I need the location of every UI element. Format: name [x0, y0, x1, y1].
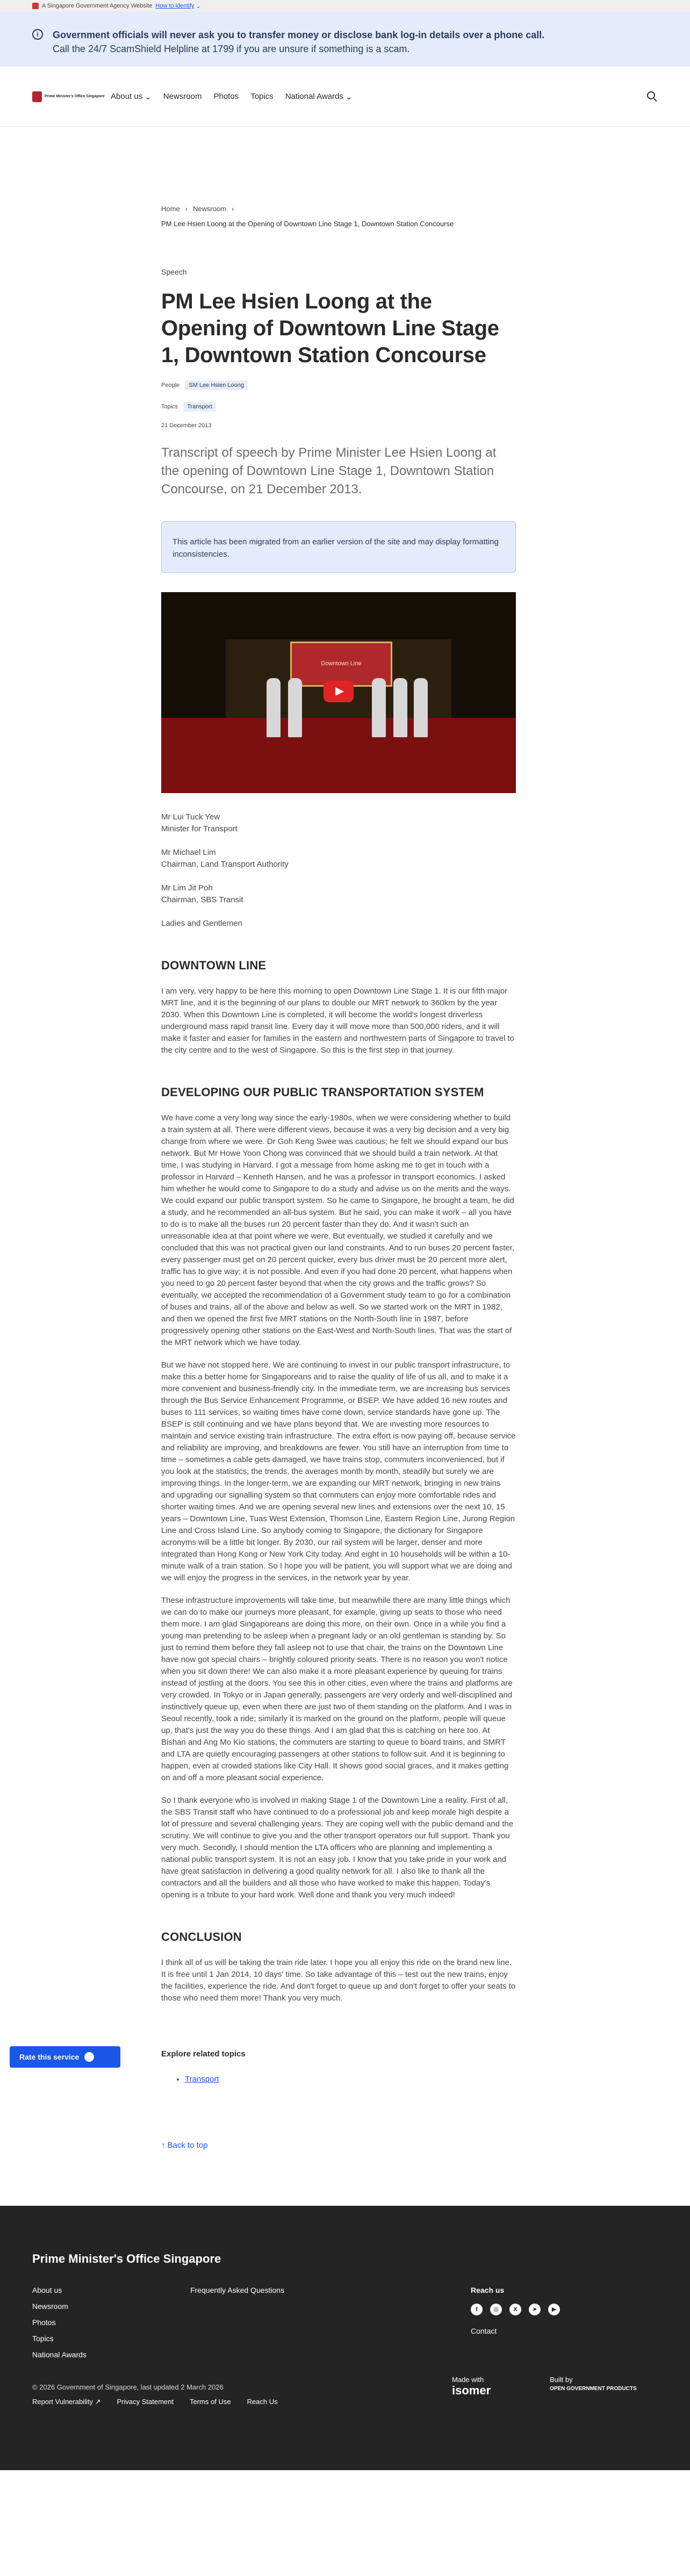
- video-person: [372, 678, 386, 737]
- article-date: 21 December 2013: [161, 422, 212, 429]
- social-links: [471, 2304, 560, 2315]
- nav-about-us[interactable]: About us ⌄: [111, 92, 152, 102]
- footer-reach-us: [471, 2282, 560, 2363]
- notification-line-2: Call the 24/7 ScamShield Helpline at 1799 if you are unsure if something is a scam.: [53, 44, 410, 54]
- masthead: [0, 0, 690, 12]
- article-summary: Transcript of speech by Prime Minister Lee Hsien Loong at the opening of Downtown Line Stage 1, Downtown Station Concourse, on 21 December 2013.: [161, 445, 497, 497]
- chevron-right-icon: ›: [232, 205, 234, 213]
- video-person: [288, 678, 302, 737]
- arrow-up-icon: ↑: [161, 2141, 166, 2150]
- search-icon[interactable]: [647, 91, 658, 102]
- salutation-name: Mr Michael Lim: [161, 848, 216, 857]
- rate-service-button[interactable]: [10, 2046, 120, 2068]
- navbar: [0, 67, 690, 127]
- people-row: [161, 380, 516, 390]
- topics-tag[interactable]: Transport: [183, 402, 216, 412]
- heading-developing: DEVELOPING OUR PUBLIC TRANSPORTATION SYSTEM: [161, 1085, 484, 1099]
- footer-link-photos[interactable]: Photos: [32, 2318, 56, 2327]
- chat-bubble-icon: [84, 2052, 94, 2062]
- related-topic-item: [185, 2075, 516, 2084]
- salutation-role: Chairman, Land Transport Authority: [161, 860, 289, 869]
- footer-link-topics[interactable]: Topics: [32, 2334, 54, 2343]
- topics-label: Topics: [161, 404, 178, 410]
- x-icon[interactable]: X: [509, 2304, 521, 2315]
- article-category: Speech: [161, 268, 187, 276]
- chevron-down-icon: ⌄: [345, 92, 353, 102]
- isomer-logo[interactable]: isomer: [452, 2384, 491, 2397]
- footer-link-faq[interactable]: Frequently Asked Questions: [190, 2286, 285, 2294]
- play-button-icon[interactable]: [324, 681, 354, 702]
- scam-notification-banner: [0, 12, 690, 67]
- salutation-name: Mr Lim Jit Poh: [161, 883, 213, 893]
- youtube-icon[interactable]: ▶: [548, 2304, 560, 2315]
- footer-links-col1: [32, 2282, 190, 2363]
- breadcrumb-current: PM Lee Hsien Loong at the Opening of Downtown Line Stage 1, Downtown Station Concourse: [161, 220, 454, 228]
- nav-topics[interactable]: Topics: [250, 92, 274, 101]
- nav-menu: [111, 92, 352, 102]
- paragraph: But we have not stopped here. We are continuing to invest in our public transport infrastructure, to make this a better home for Singaporeans and to raise the quality of life of us all, and to make it a more convenient and business-friendly city. In the immediate term, we are increasing bus services through the Bus Service Enhancement Programme, or BSEP. We have added 16 new routes and buses to 111 services, so waiting times have come down, service standards have gone up. The BSEP is still continuing and we have plans beyond that. We are investing more resources to maintain and service existing train infrastructure. The extra effort is now paying off, because service and reliability are improving, and breakdowns are fewer. You still have an interruption from time to time – sometimes a cable gets damaged, we have trains stop, commuters inconvenienced, but if you look at the statistics, the trends, the averages month by month, steadily but surely we are improving things. In the longer-term, we are expanding our MRT network, bringing in new trains and upgrading our signalling system so that commuters can enjoy more comfortable rides and shorter waiting times. And we are opening several new lines and extensions over the next 10, 15 years – Downtown Line, Tuas West Extension, Thomson Line, Eastern Region Line, Jurong Region Line and Cross Island Line. So anybody coming to Singapore, the dictionary for Singapore acronyms will be a little bit longer. By 2030, our rail system will be larger, denser and more integrated than Hong Kong or New York City today. And eight in 10 households will be within a 10-minute walk of a train station. So I hope you will be patient, you will support what we are doing and we will enjoy the progress in the services, in the network year by year.: [161, 1361, 516, 1582]
- paragraph: So I thank everyone who is involved in making Stage 1 of the Downtown Line a reality. First of all, the SBS Transit staff who have continued to do a professional job and keep morale high despite a lot of pressure and several challenging years. They are coping well with the public demand and the scrutiny. We will continue to give you and the other transport operators our full support. Thank you very much. Secondly, I should mention the LTA officers who are planning and implementing a national public transport system. It is not an easy job. I know that you take pride in your work and have great satisfaction in delivering a good quality network for all. I also like to thank all the contractors and all the builders and all those who have worked to make this happen. Today's opening is a tribute to your hard work. Well done and thank you very much indeed!: [161, 1796, 514, 1899]
- salutation-role: Minister for Transport: [161, 824, 238, 833]
- page-title: PM Lee Hsien Loong at the Opening of Downtown Line Stage 1, Downtown Station Concourse: [161, 290, 499, 367]
- chevron-down-icon: ⌄: [145, 92, 152, 102]
- reach-us-heading: Reach us: [471, 2286, 505, 2294]
- paragraph: I am very, very happy to be here this morning to open Downtown Line Stage 1. It is our fifth major MRT line, and it is the beginning of our plans to double our MRT network to 360km by the year 2030. When this Downtown Line is completed, it will become the world's longest driverless underground mass rapid transit line. Every day it will move more than 500,000 riders, and it will make it faster and easier for families in the eastern and northwestern parts of Singapore to travel to the city centre and to the west of Singapore. So this is the first step in that journey.: [161, 987, 515, 1055]
- back-to-top-link[interactable]: [161, 2141, 516, 2150]
- people-label: People: [161, 382, 180, 388]
- main-content: [161, 204, 516, 2150]
- telegram-icon[interactable]: ➤: [529, 2304, 541, 2315]
- breadcrumb: [161, 204, 516, 229]
- salutation-role: Chairman, SBS Transit: [161, 895, 243, 904]
- notification-line-1: Government officials will never ask you to transfer money or disclose bank log-in details over a phone call.: [53, 30, 545, 40]
- made-with-label: Made with: [452, 2376, 484, 2384]
- copyright: © 2026 Government of Singapore, last updated 2 March 2026: [32, 2383, 224, 2391]
- related-topics-list: [185, 2075, 516, 2084]
- built-by-label: Built by: [550, 2376, 573, 2384]
- people-tag[interactable]: SM Lee Hsien Loong: [185, 380, 248, 390]
- site-logo[interactable]: [32, 91, 111, 102]
- instagram-icon[interactable]: ◎: [490, 2304, 502, 2315]
- masthead-text: A Singapore Government Agency Website: [42, 3, 153, 9]
- footer-link-contact[interactable]: Contact: [471, 2327, 497, 2335]
- rate-service-label: Rate this service: [19, 2053, 80, 2061]
- logo-text: Prime Minister's Office Singapore: [45, 95, 105, 98]
- paragraph: We have come a very long way since the early-1980s, when we were considering whether to build a train system at all. There were different views, because it was a very big decision and a very big change from where we were. Dr Goh Keng Swee was cautious; he felt we should expand our bus network. But Mr Howe Yoon Chong was convinced that we should build a train network. At that time, I was studying in Harvard. I got a message from home asking me to get in touch with a professor in Harvard – Kenneth Hansen, and he was a professor in transport economics. I asked him whether he would come to Singapore to do a study and advise us on the merits and the ways. We could expand our public transport system. So he came to Singapore, he brought a team, he did a study, and he recommended an all-bus system. But he said, you can make it work – all you have to do is to make all the buses run 20 percent faster than they do. And it wasn't such an unreasonable idea at that point where we were. But eventually, we studied it carefully and we concluded that this was not practical given our land constraints. And to run buses 20 percent faster, every passenger must get on 20 percent quicker, every bus driver must be 20 percent more alert, traffic has to give way; it is not possible. And even if you had done 20 percent, what happens when you need to go 20 percent faster beyond that when the city grows and the traffic grows? So eventually, we accepted the recommendation of a Government study team to go for a combination of buses and trains, all of the above and below as well. So we started work on the MRT in 1982, and then we opened the first five MRT stations on the North-South line in 1987, before progressively opening other stations on the East-West and North-South lines. That was the start of the MRT network which we have today.: [161, 1113, 515, 1347]
- chevron-right-icon: ›: [185, 205, 188, 213]
- footer-org-name: Prime Minister's Office Singapore: [32, 2252, 221, 2265]
- paragraph: These infrastructure improvements will take time, but meanwhile there are many little things which we can do to make our journeys more pleasant, for example, giving up seats to those who need them more. I am glad Singaporeans are doing this more, on their own. Once in a while you find a young man pretending to be asleep when a pregnant lady or an old gentleman is standing by. So just to remind them before they fall asleep not to use that chair, the trains on the Downtown Line have now got special chairs – brightly coloured priority seats. There is no reason you won't notice when you sit down there! We can also make it a more pleasant experience by queuing for trains instead of jostling at the doors. You see this in other cities, even where the trains and platforms are very crowded. In Tokyo or in Japan generally, passengers are very orderly and well-disciplined and instinctively queue up, even when there are just two of them standing on the platform. And I was in Seoul recently, took a ride; similarly it is marked on the ground on the platform, people will queue up, that's just the way you do these things. And I am glad that this is catching on here too. At Bishan and Ang Mo Kio stations, the commuters are starting to queue to board trains, and SMRT and LTA are quietly encouraging passengers at other stations to follow suit. And it is beginning to happen, even at crowded stations like City Hall. It shows good social graces, and it makes getting on and off a more pleasant social experience.: [161, 1596, 513, 1782]
- heading-conclusion: CONCLUSION: [161, 1930, 242, 1944]
- nav-national-awards[interactable]: National Awards ⌄: [285, 92, 353, 102]
- ogp-logo[interactable]: OPEN GOVERNMENT PRODUCTS: [550, 2386, 637, 2392]
- footer-link-newsroom[interactable]: Newsroom: [32, 2302, 68, 2311]
- privacy-statement-link[interactable]: Privacy Statement: [117, 2398, 174, 2406]
- terms-of-use-link[interactable]: Terms of Use: [189, 2398, 231, 2406]
- related-topics-heading: Explore related topics: [161, 2049, 246, 2059]
- salutation-name: Mr Lui Tuck Yew: [161, 812, 220, 822]
- report-vulnerability-link[interactable]: Report Vulnerability ↗: [32, 2398, 101, 2406]
- footer-bottom-links: [32, 2398, 658, 2406]
- breadcrumb-newsroom[interactable]: Newsroom: [193, 205, 227, 213]
- footer-links-col2: [190, 2282, 471, 2363]
- footer: [0, 2206, 690, 2470]
- chevron-down-icon: ⌄: [196, 3, 201, 10]
- built-by: [550, 2376, 637, 2392]
- video-floor: [161, 718, 516, 793]
- nav-photos[interactable]: Photos: [213, 92, 239, 101]
- salutation-general: Ladies and Gentlemen: [161, 919, 242, 928]
- footer-link-national-awards[interactable]: National Awards: [32, 2350, 87, 2359]
- video-player[interactable]: [161, 592, 516, 793]
- info-icon: i: [32, 29, 43, 40]
- video-person: [393, 678, 407, 737]
- back-to-top-label: Back to top: [167, 2141, 208, 2150]
- crest-icon: [32, 91, 42, 102]
- video-person: [414, 678, 428, 737]
- salutations: [161, 811, 516, 930]
- video-backdrop-label: Downtown Line: [321, 660, 362, 667]
- paragraph: I think all of us will be taking the train ride later. I hope you all enjoy this ride on the brand new line. It is free until 1 Jan 2014, 10 days' time. So take advantage of this – test out the new trains, enjoy the facilities, experience the ride. And don't forget to queue up and don't forget to offer your seats to those who need them more! Thank you very much.: [161, 1958, 516, 2003]
- singapore-lion-icon: [32, 3, 39, 9]
- heading-downtown-line: DOWNTOWN LINE: [161, 959, 267, 972]
- related-topic-link[interactable]: Transport: [185, 2075, 219, 2084]
- facebook-icon[interactable]: f: [471, 2304, 483, 2315]
- footer-link-about-us[interactable]: About us: [32, 2286, 62, 2294]
- how-to-identify-link[interactable]: How to identify: [155, 3, 195, 9]
- topics-row: [161, 402, 516, 412]
- reach-us-link[interactable]: Reach Us: [247, 2398, 278, 2406]
- breadcrumb-home[interactable]: Home: [161, 205, 180, 213]
- made-with: [452, 2376, 491, 2398]
- nav-newsroom[interactable]: Newsroom: [163, 92, 202, 101]
- migration-callout: This article has been migrated from an earlier version of the site and may display formatting inconsistencies.: [161, 521, 516, 573]
- video-person: [267, 678, 281, 737]
